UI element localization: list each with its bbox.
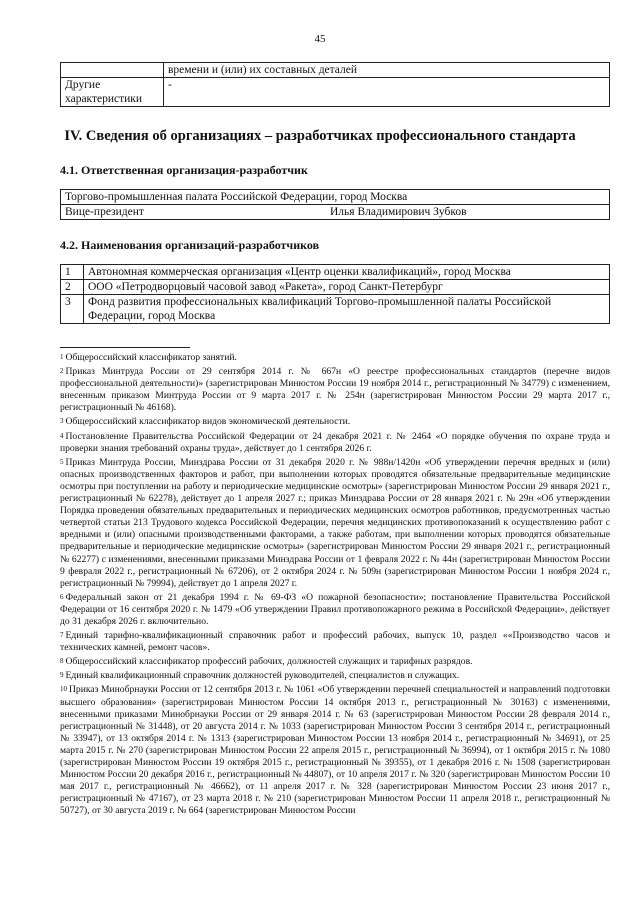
- footnote-number: 1: [60, 353, 64, 361]
- footnote: [60, 670, 610, 682]
- footnote-separator: [60, 347, 190, 348]
- table-row: [61, 78, 610, 107]
- footnote: [60, 684, 610, 817]
- footnote-number: 5: [60, 457, 64, 466]
- responsible-person: Илья Владимирович Зубков: [330, 206, 467, 218]
- footnote: [60, 630, 610, 654]
- responsible-position: Вице-президент: [65, 206, 144, 218]
- row-number: 3: [61, 295, 84, 324]
- footnote-number: 10: [60, 685, 67, 694]
- page-number: 45: [314, 33, 326, 45]
- footnote-text: Общероссийский классификатор занятий.: [65, 352, 237, 363]
- footnote-number: 8: [60, 657, 64, 666]
- table-row: [61, 280, 610, 295]
- footnote: [60, 431, 610, 455]
- footnote-number: 9: [60, 671, 64, 680]
- footnote: [60, 352, 610, 364]
- footnote-number: 3: [60, 417, 64, 426]
- table-cell: [61, 63, 164, 78]
- footnote-number: 4: [60, 431, 64, 440]
- footnote: [60, 457, 610, 590]
- table-row: [61, 63, 610, 78]
- footnote-number: 7: [60, 631, 64, 640]
- footnote-text: Приказ Минтруда России от 29 сентября 2014 г. № 667н «О реестре профессиональных стандартов (перечне видов профессиональной деятельности)» (зарегистрирован Минюстом России 19 ноября 2014 г., регистрационный № 34779) с изменением, внесенным приказом Минтруда России от 9 марта 2017 г. № 254н (зарегистрирован Минюстом России 29 марта 2017 г., регистрационный № 46168).: [60, 366, 610, 414]
- footnote-text: Общероссийский классификатор профессий рабочих, должностей служащих и тарифных разрядов.: [65, 656, 473, 668]
- developer-name: Фонд развития профессиональных квалификаций Торгово-промышленной палаты Российской Федерации, город Москва: [84, 295, 610, 324]
- footnote-number: 6: [60, 592, 64, 601]
- developers-table: [60, 264, 610, 324]
- footnote-number: 2: [60, 367, 64, 376]
- table-cell: -: [164, 78, 610, 107]
- footnote: [60, 592, 610, 628]
- developer-name: Автономная коммерческая организация «Центр оценки квалификаций», город Москва: [84, 265, 610, 280]
- footnote-text: Единый тарифно-квалификационный справочник работ и профессий рабочих, выпуск 10, раздел ««Производство часов и технических камней, ремонт часов».: [60, 630, 610, 654]
- row-number: 1: [61, 265, 84, 280]
- footnote-text: Приказ Минобрнауки России от 12 сентября 2013 г. № 1061 «Об утверждении перечней специальностей и направлений подготовки высшего образования» (зарегистрирован Минюстом России 14 октября 2013 г., регистрационный № 30163) с изменениями, внесенными приказами Минобрнауки России от 29 января 2014 г. № 63 (зарегистрирован Минюстом России 28 февраля 2014 г., регистрационный № 31448), от 20 августа 2014 г. № 1033 (зарегистрирован Минюстом России 3 сентября 2014 г., регистрационный № 33947), от 13 октября 2014 г. № 1313 (зарегистрирован Минюстом России 13 ноября 2014 г., регистрационный № 34691), от 25 марта 2015 г. № 270 (зарегистрирован Минюстом России 22 апреля 2015 г., регистрационный № 36994), от 1 октября 2015 г. № 1080 (зарегистрирован Минюстом России 19 октября 2015 г., регистрационный № 39355), от 1 декабря 2016 г. № 1508 (зарегистрирован Минюстом России 20 декабря 2016 г., регистрационный № 44807), от 10 апреля 2017 г. № 320 (зарегистрирован Минюстом России 10 мая 2017 г., регистрационный № 46662), от 11 апреля 2017 г. № 328 (зарегистрирован Минюстом России 23 июня 2017 г., регистрационный № 47167), от 23 марта 2018 г. № 210 (зарегистрирован Минюстом России 11 апреля 2018 г., регистрационный № 50727), от 30 августа 2019 г. № 664 (зарегистрирован Минюстом России: [60, 684, 610, 817]
- footnotes: [60, 352, 610, 819]
- table-row: [61, 265, 610, 280]
- table-row: [61, 295, 610, 324]
- footnote-text: Постановление Правительства Российской Федерации от 24 декабря 2021 г. № 2464 «О порядке обучения по охране труда и проверки знания требований охраны труда», действует до 1 сентября 2026 г.: [60, 430, 610, 454]
- footnote: [60, 366, 610, 414]
- responsible-org-heading: 4.1. Ответственная организация-разработчик: [60, 163, 308, 177]
- characteristics-table: [60, 62, 610, 107]
- footnote-text: Общероссийский классификатор видов экономической деятельности.: [65, 416, 351, 428]
- table-cell: [61, 205, 610, 220]
- developer-name: ООО «Петродворцовый часовой завод «Ракета», город Санкт-Петербург: [84, 280, 610, 295]
- table-cell: Другие характеристики: [61, 78, 164, 107]
- footnote: [60, 416, 610, 428]
- footnote-text: Приказ Минтруда России, Минздрава России от 31 декабря 2020 г. № 988н/1420н «Об утверждении перечня вредных и (или) опасных производственных факторов и работ, при выполнении которых проводятся обязательные предварительные медицинские осмотры при поступлении на работу и периодические медицинские осмотры» (зарегистрирован Минюстом России 29 января 2021 г., регистрационный № 62278), действует до 1 апреля 2027 г.; приказ Минздрава России от 28 января 2021 г. № 29н «Об утверждении Порядка проведения обязательных предварительных и периодических медицинских осмотров работников, предусмотренных частью четвертой статьи 213 Трудового кодекса Российской Федерации, перечня медицинских противопоказаний к осуществлению работ с вредными и (или) опасными производственными факторами, а также работам, при выполнении которых проводятся обязательные предварительные и периодические медицинские осмотры» (зарегистрирован Минюстом России 29 января 2021 г., регистрационный № 62277) с изменениями, внесенными приказами Минздрава России от 1 февраля 2022 г. № 44н (зарегистрирован Минюстом России 9 февраля 2022 г., регистрационный № 67206), от 2 октября 2024 г. № 509н (зарегистрирован Минюстом России 1 ноября 2024 г., регистрационный № 79994), действует до 1 апреля 2027 г.: [60, 456, 610, 589]
- table-cell: времени и (или) их составных деталей: [164, 63, 610, 78]
- table-row: [61, 205, 610, 220]
- row-number: 2: [61, 280, 84, 295]
- table-row: [61, 190, 610, 205]
- footnote-text: Федеральный закон от 21 декабря 1994 г. № 69-ФЗ «О пожарной безопасности»; постановление Правительства Российской Федерации от 16 сентября 2020 г. № 1479 «Об утверждении Правил противопожарного режима в Российской Федерации», действует до 31 декабря 2026 г. включительно.: [60, 591, 610, 627]
- developers-heading: 4.2. Наименования организаций-разработчиков: [60, 238, 320, 252]
- section-title: IV. Сведения об организациях – разработчиках профессионального стандарта: [64, 128, 576, 144]
- footnote-text: Единый квалификационный справочник должностей руководителей, специалистов и служащих.: [65, 670, 460, 682]
- responsible-org-name: Торгово-промышленная палата Российской Федерации, город Москва: [61, 190, 610, 205]
- footnote: [60, 656, 610, 668]
- responsible-org-table: [60, 189, 610, 220]
